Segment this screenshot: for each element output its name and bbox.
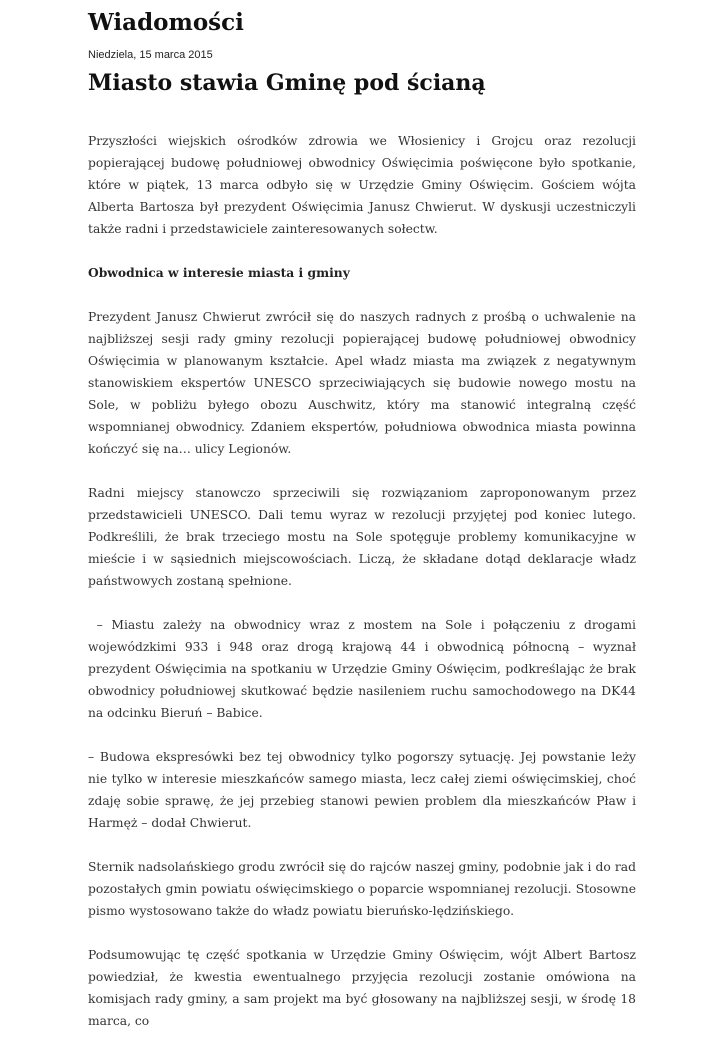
site-title[interactable]: Wiadomości — [88, 9, 244, 36]
article-paragraph-1: Przyszłości wiejskich ośrodków zdrowia we Włosienicy i Grojcu oraz rezolucji popierającej budowę południowej obwodnicy Oświęcimia poświęcone było spotkanie, które w piątek, 13 marca odbyło się w Urzędzie Gminy Oświęcim. Gościem wójta Alberta Bartosza był prezydent Oświęcimia Janusz Chwierut. W dyskusji uczestniczyli także radni i przedstawiciele zainteresowanych sołectw. — [88, 134, 636, 236]
post-title: Miasto stawia Gminę pod ścianą — [88, 70, 486, 96]
post-date: Niedziela, 15 marca 2015 — [88, 49, 213, 61]
article-paragraph-5: – Budowa ekspresówki bez tej obwodnicy tylko pogorszy sytuację. Jej powstanie leży nie tylko w interesie mieszkańców samego miasta, lecz całej ziemi oświęcimskiej, choć zdaję sobie sprawę, że jej przebieg stanowi pewien problem dla mieszkańców Pław i Harmęż – dodał Chwierut. — [88, 750, 636, 830]
article-content — [88, 130, 640, 1032]
section-heading-obwodnica: Obwodnica w interesie miasta i gminy — [88, 265, 350, 280]
article-paragraph-6: Sternik nadsolańskiego grodu zwrócił się do rajców naszej gminy, podobnie jak i do rad pozostałych gmin powiatu oświęcimskiego o poparcie wspomnianej rezolucji. Stosowne pismo wystosowano także do władz powiatu bieruńsko-lędzińskiego. — [88, 860, 636, 918]
article-paragraph-4: – Miastu zależy na obwodnicy wraz z mostem na Sole i połączeniu z drogami wojewódzkimi 933 i 948 oraz drogą krajową 44 i obwodnicą północną – wyznał prezydent Oświęcimia na spotkaniu w Urzędzie Gminy Oświęcim, podkreślając że brak obwodnicy południowej skutkować będzie nasileniem ruchu samochodowego na DK44 na odcinku Bieruń – Babice. — [88, 618, 640, 720]
article-paragraph-3: Radni miejscy stanowczo sprzeciwili się rozwiązaniom zaproponowanym przez przedstawicieli UNESCO. Dali temu wyraz w rezolucji przyjętej pod koniec lutego. Podkreślili, że brak trzeciego mostu na Sole spotęguje problemy komunikacyjne w mieście i w sąsiednich miejscowościach. Liczą, że składane dotąd deklaracje władz państwowych zostaną spełnione. — [88, 486, 636, 588]
article-page — [88, 0, 640, 1054]
article-paragraph-2: Prezydent Janusz Chwierut zwrócił się do naszych radnych z prośbą o uchwalenie na najbliższej sesji rady gminy rezolucji popierającej budowę południowej obwodnicy Oświęcimia w planowanym kształcie. Apel władz miasta ma związek z negatywnym stanowiskiem ekspertów UNESCO sprzeciwiających się budowie nowego mostu na Sole, w pobliżu byłego obozu Auschwitz, który ma stanowić integralną część wspomnianej obwodnicy. Zdaniem ekspertów, południowa obwodnica miasta powinna kończyć się na… ulicy Legionów. — [88, 310, 636, 456]
article-paragraph-7: Podsumowując tę część spotkania w Urzędzie Gminy Oświęcim, wójt Albert Bartosz powiedział, że kwestia ewentualnego przyjęcia rezolucji zostanie omówiona na komisjach rady gminy, a sam projekt ma być głosowany na najbliższej sesji, w środę 18 marca, co — [88, 948, 636, 1028]
